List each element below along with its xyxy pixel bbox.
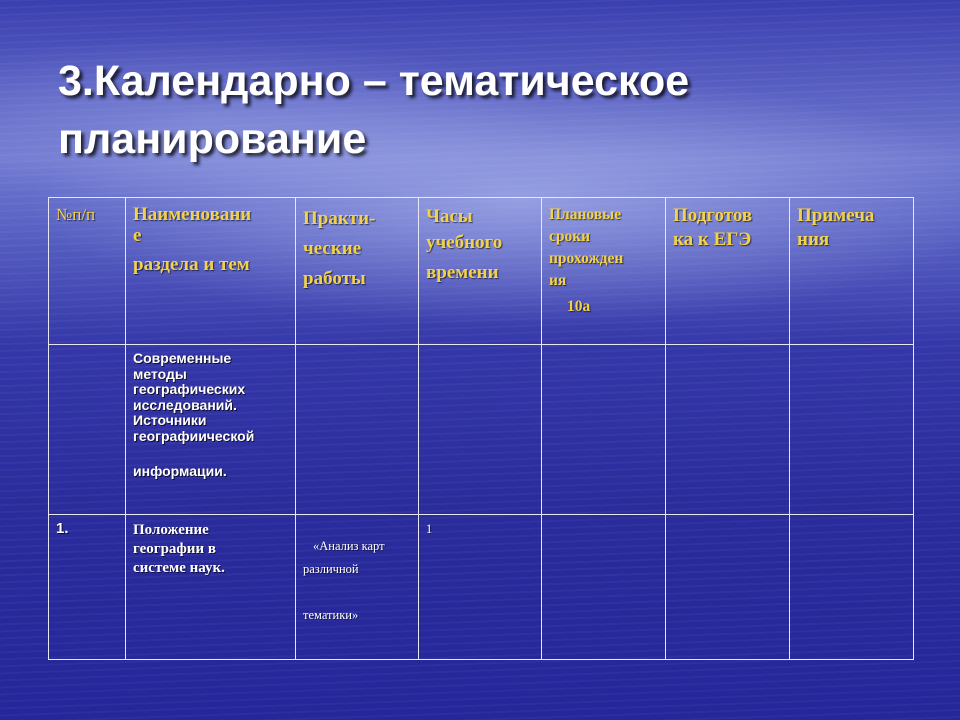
row1-practical-cell [296, 345, 419, 515]
row2-topic-line1: Положение [133, 522, 209, 538]
header-hours-line2: учебного [426, 232, 503, 253]
row1-topic-line7: информации. [133, 463, 227, 479]
row1-terms-cell [542, 345, 666, 515]
header-cell-notes [790, 198, 914, 345]
row1-topic-line3: географических [133, 381, 246, 397]
row1-topic-line5: Источники [133, 412, 207, 428]
row2-terms-cell [542, 515, 666, 660]
row1-topic-line2: методы [133, 365, 187, 382]
row1-topic [133, 351, 289, 480]
slide-title [58, 52, 938, 168]
row2-topic [133, 521, 289, 578]
row2-practical [303, 535, 412, 627]
row2-notes-cell [790, 515, 914, 660]
header-hours-line3: времени [426, 262, 499, 283]
header-name-line3: раздела и тем [133, 254, 250, 275]
header-practical-line1: Практи- [303, 208, 376, 229]
row1-topic-cell [126, 345, 296, 515]
header-terms-line2: сроки [549, 228, 591, 245]
header-practical-line3: работы [303, 268, 366, 289]
table-row [49, 345, 914, 515]
row2-practical-line2: различной [303, 562, 359, 576]
row1-topic-line1: Современные [133, 350, 232, 366]
row1-num-cell [49, 345, 126, 515]
header-cell-num [49, 198, 126, 345]
header-hours-line1: Часы [426, 206, 473, 227]
row1-notes-cell [790, 345, 914, 515]
row2-num: 1. [56, 520, 69, 537]
row1-topic-line4: исследований. [133, 396, 237, 413]
header-cell-practical [296, 198, 419, 345]
header-num: №п/п [56, 205, 96, 224]
title-line-2: планирование [58, 115, 367, 163]
row2-ege-cell [666, 515, 790, 660]
row2-practical-line1: «Анализ карт [313, 539, 385, 553]
table-row [49, 515, 914, 660]
header-name-line1: Наименовани [133, 204, 252, 225]
row1-ege-cell [666, 345, 790, 515]
header-cell-ege [666, 198, 790, 345]
header-ege-line1: Подготов [673, 205, 753, 226]
header-notes-line2: ния [797, 229, 830, 250]
header-notes-line1: Примеча [797, 205, 875, 226]
row2-topic-line2: географии в [133, 541, 216, 557]
row2-practical-cell [296, 515, 419, 660]
header-name-line2: е [133, 225, 142, 246]
header-cell-hours [419, 198, 542, 345]
planning-table [48, 197, 914, 660]
title-line-1: 3.Календарно – тематическое [58, 57, 690, 105]
row2-hours: 1 [426, 522, 433, 536]
header-cell-terms [542, 198, 666, 345]
header-practical-line2: ческие [303, 238, 362, 259]
header-cell-name [126, 198, 296, 345]
header-terms-line4: ия [549, 272, 567, 289]
row2-num-cell [49, 515, 126, 660]
row2-practical-line3: тематики» [303, 608, 359, 622]
table-header-row [49, 198, 914, 345]
row2-topic-cell [126, 515, 296, 660]
row1-topic-line6: географиической [133, 427, 255, 444]
header-terms-line3: прохожден [549, 250, 624, 267]
header-ege-line2: ка к ЕГЭ [673, 229, 752, 250]
row2-topic-line3: системе наук. [133, 560, 225, 576]
header-terms-class: 10а [567, 298, 591, 315]
row1-hours-cell [419, 345, 542, 515]
header-terms-line1: Плановые [549, 206, 622, 223]
row2-hours-cell [419, 515, 542, 660]
